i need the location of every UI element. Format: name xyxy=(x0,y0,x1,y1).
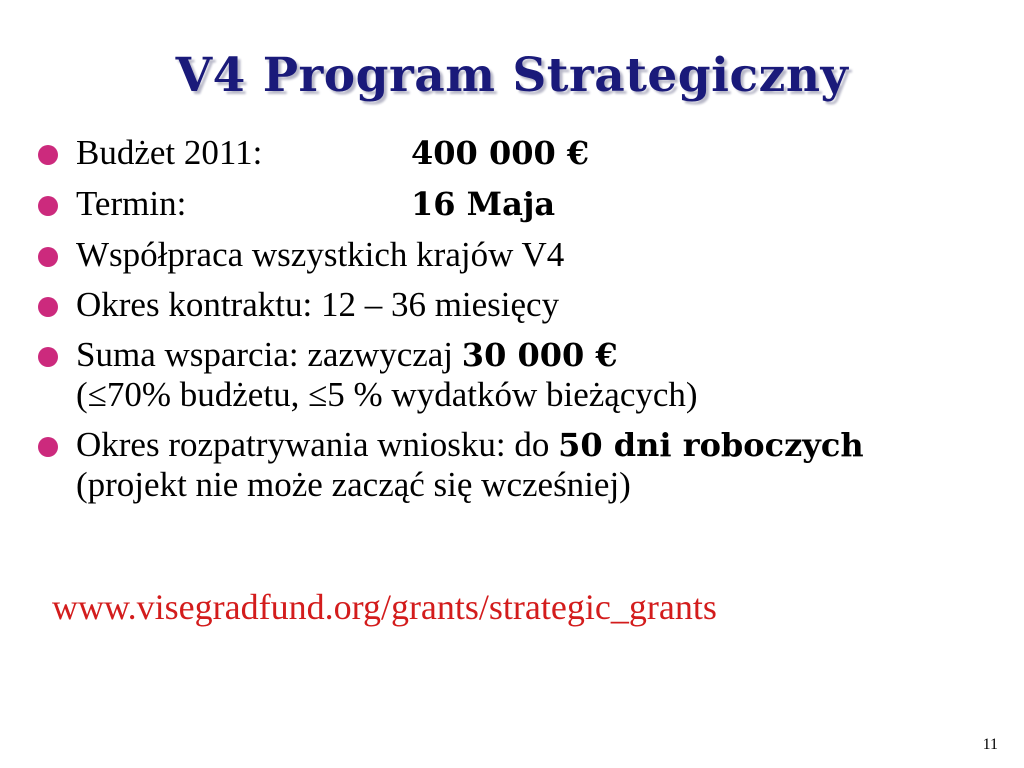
bullet-dot-icon xyxy=(38,437,58,457)
review-note: (projekt nie może zacząć się wcześniej) xyxy=(76,465,631,504)
review-text: Okres rozpatrywania wniosku: do xyxy=(76,425,559,464)
review-value: 50 dni roboczych xyxy=(558,426,864,464)
budget-value: 400 000 € xyxy=(411,134,590,172)
bullet-dot-icon xyxy=(38,196,58,216)
deadline-label: Termin: xyxy=(76,184,187,223)
slide-title: V4 Program Strategiczny xyxy=(175,48,849,103)
budget-label: Budżet 2011: xyxy=(76,133,263,172)
strategic-grants-link[interactable]: www.visegradfund.org/grants/strategic_grants xyxy=(52,587,717,627)
deadline-value: 16 Maja xyxy=(411,185,556,223)
bullet-cooperation xyxy=(38,235,998,274)
bullet-support xyxy=(38,335,998,414)
support-text: Suma wsparcia: zazwyczaj xyxy=(76,335,462,374)
bullet-dot-icon xyxy=(38,347,58,367)
bullet-review xyxy=(38,425,998,504)
cooperation-text: Współpraca wszystkich krajów V4 xyxy=(76,235,565,274)
contract-text: Okres kontraktu: 12 – 36 miesięcy xyxy=(76,285,560,324)
bullet-dot-icon xyxy=(38,247,58,267)
page-number: 11 xyxy=(982,736,998,753)
support-value: 30 000 € xyxy=(461,336,618,374)
bullet-dot-icon xyxy=(38,297,58,317)
bullet-contract xyxy=(38,285,998,324)
bullet-deadline xyxy=(38,184,998,224)
bullet-dot-icon xyxy=(38,145,58,165)
bullet-list xyxy=(38,133,998,515)
support-note: (≤70% budżetu, ≤5 % wydatków bieżących) xyxy=(76,375,698,414)
bullet-budget xyxy=(38,133,998,173)
